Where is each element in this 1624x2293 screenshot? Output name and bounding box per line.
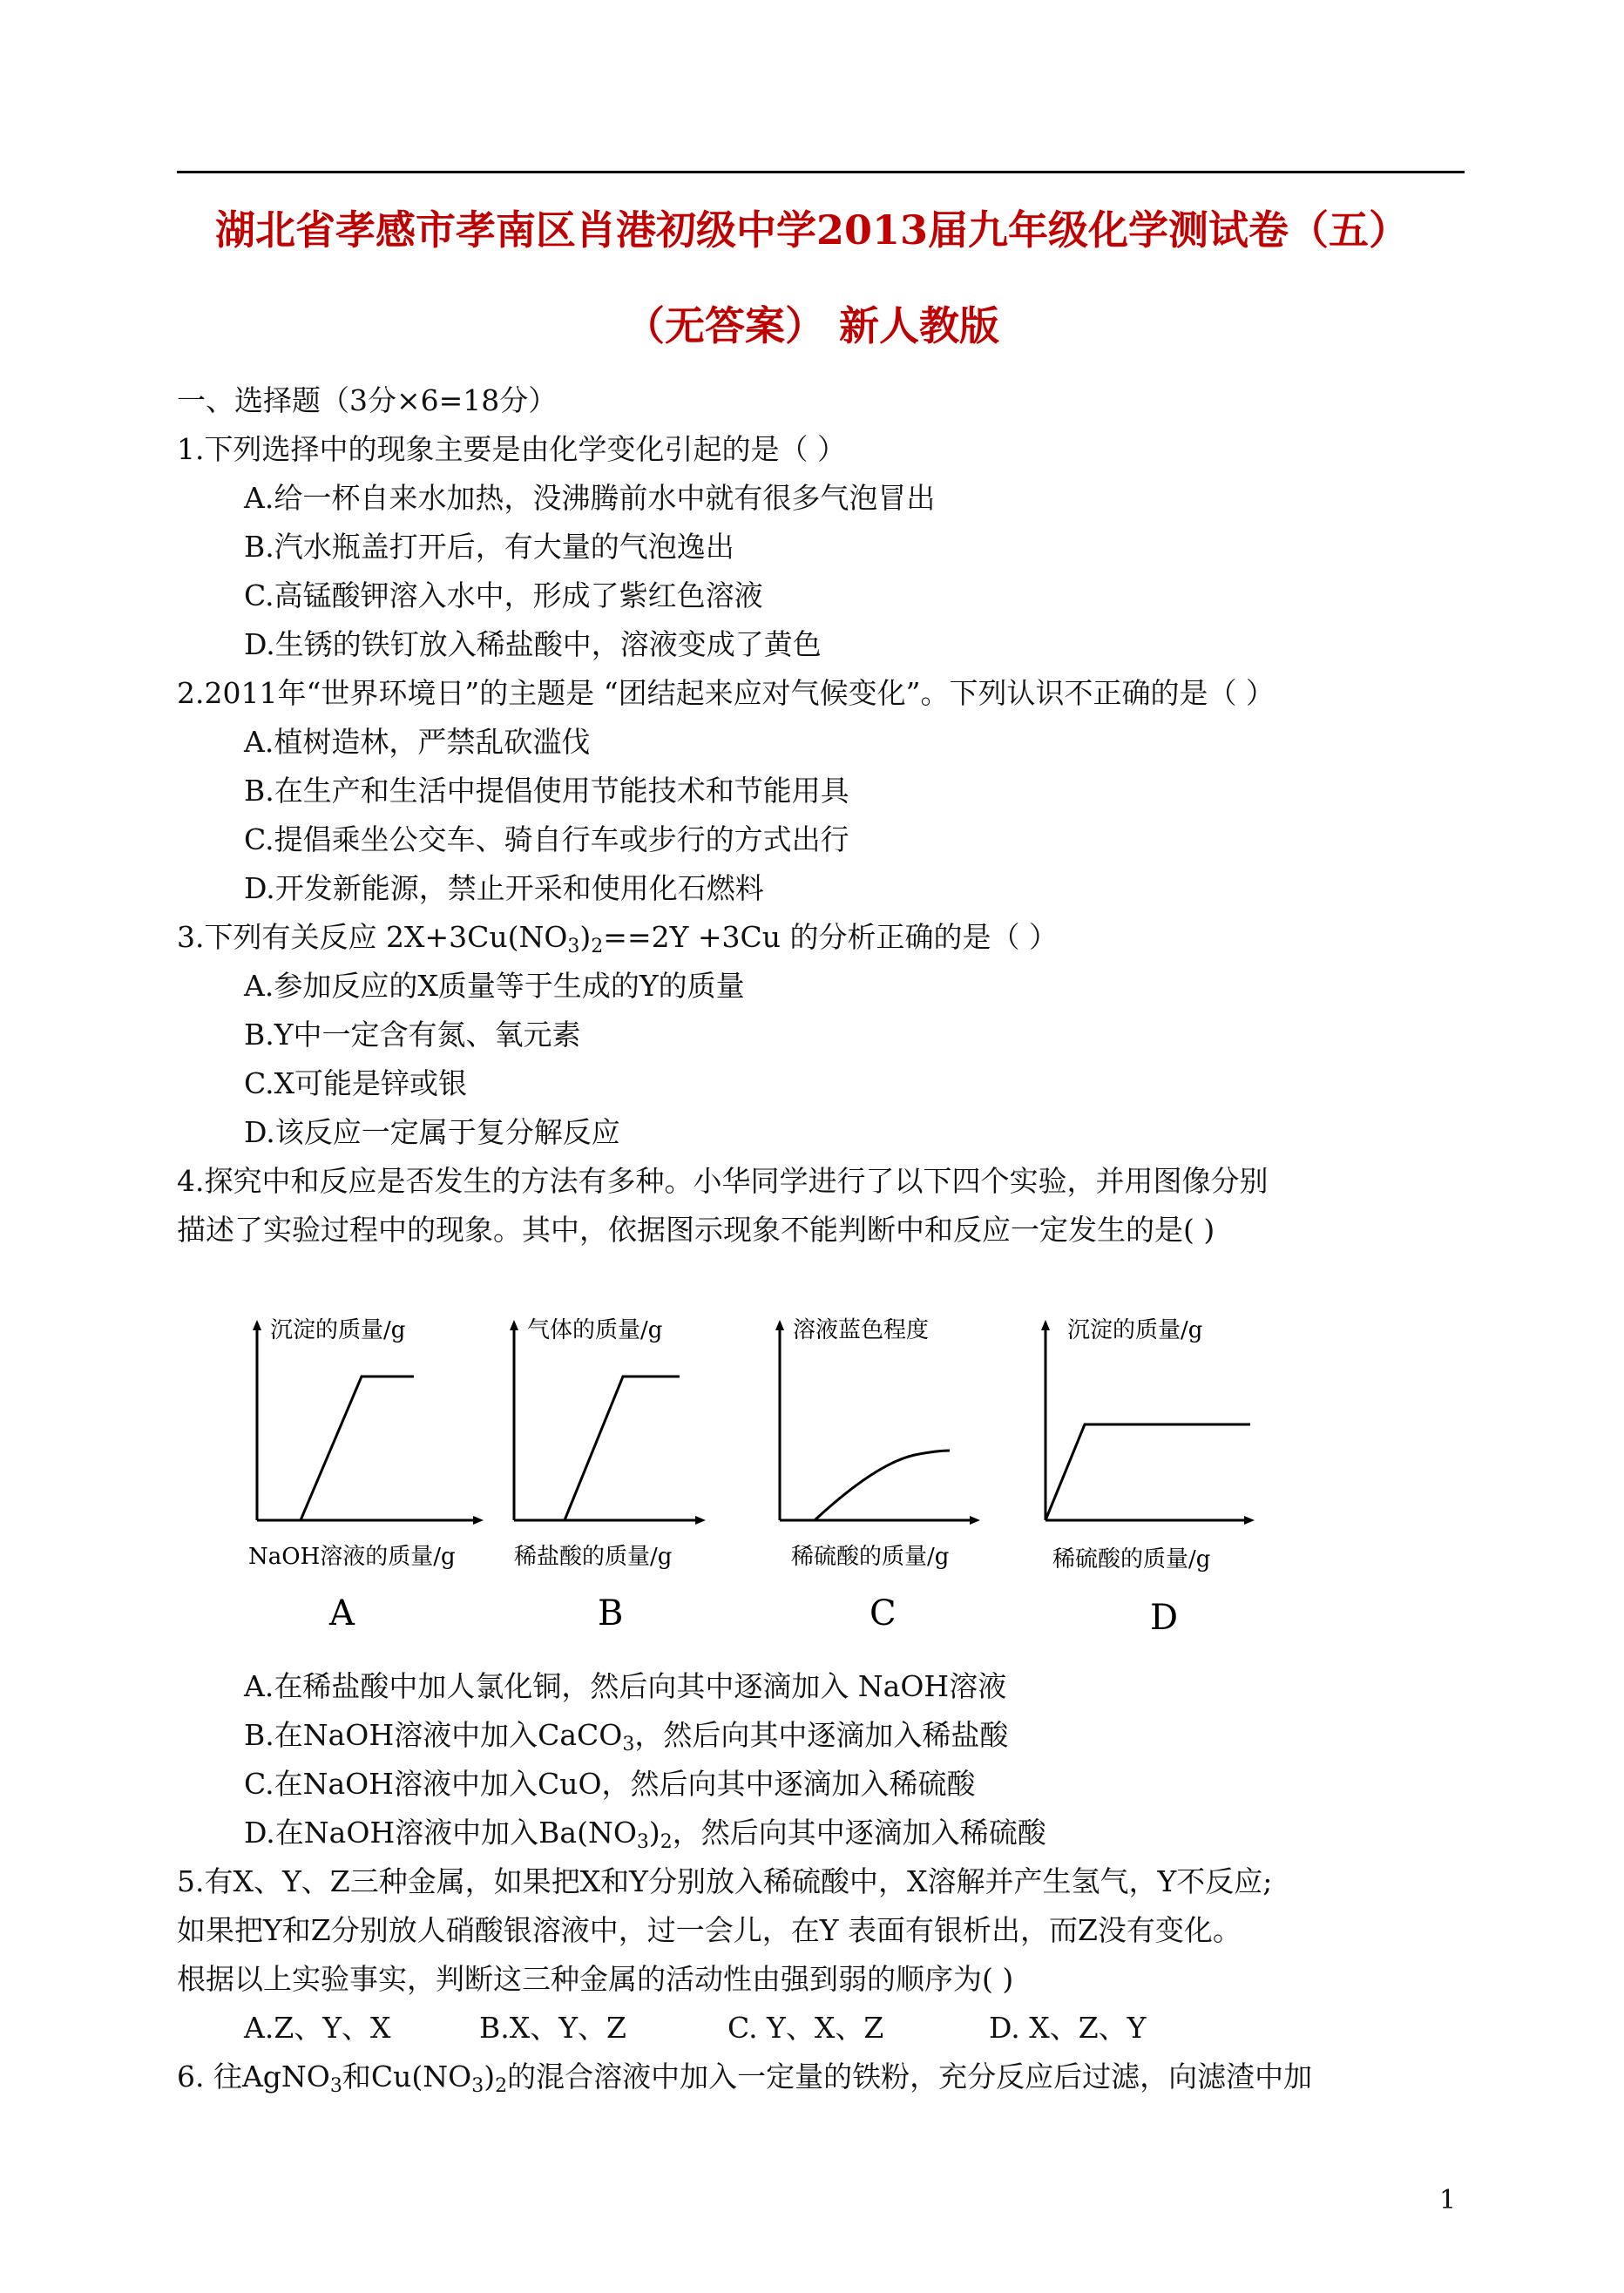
question-4-option-d-sub2: 2 [660,1831,673,1853]
graph-c-y-label: 溶液蓝色程度 [793,1317,930,1343]
question-5-stem-line-2: 如果把Y和Z分别放人硝酸银溶液中，过一会儿，在Y 表面有银析出，而Z没有变化。 [177,1913,1242,1947]
question-3-stem-sub: 3 [567,936,580,957]
question-4-option-d-pre: D.在NaOH溶液中加入Ba(NO [244,1816,637,1850]
question-1-stem: 1.下列选择中的现象主要是由化学变化引起的是（ ） [177,432,846,466]
question-3-option-c: C.X可能是锌或银 [244,1066,468,1100]
graph-b [514,1317,701,1634]
question-5-stem-line-1: 5.有X、Y、Z三种金属，如果把X和Y分别放入稀硫酸中，X溶解并产生氢气，Y不反应; [177,1864,1273,1898]
graph-a-curve [257,1376,414,1520]
question-6-stem-mid: 和Cu(NO [342,2060,472,2093]
page-number: 1 [1439,2185,1457,2215]
graph-b-y-label: 气体的质量/g [527,1317,663,1343]
graph-c-letter: C [870,1593,897,1634]
question-5-option-b: B.X、Y、Z [479,2011,626,2045]
question-3-stem-sub2: 2 [591,936,604,957]
header-rule [177,171,1465,173]
question-3-option-d: D.该反应一定属于复分解反应 [244,1115,620,1149]
question-4-option-d-sub: 3 [636,1831,649,1853]
question-4-option-b-pre: B.在NaOH溶液中加入CaCO [244,1718,623,1752]
question-5-stem-line-3: 根据以上实验事实，判断这三种金属的活动性由强到弱的顺序为( ) [177,1962,1014,1996]
graph-d-letter: D [1150,1598,1179,1638]
question-6-stem-post: 的混合溶液中加入一定量的铁粉，充分反应后过滤，向滤渣中加 [507,2060,1313,2093]
graph-d-x-label: 稀硫酸的质量/g [1052,1546,1211,1573]
question-1-option-b: B.汽水瓶盖打开后，有大量的气泡逸出 [244,530,734,564]
question-6-stem [177,2058,1312,2096]
question-5-option-c: C. Y、X、Z [727,2011,884,2045]
question-3-stem-pre: 3.下列有关反应 2X+3Cu(NO [177,920,568,954]
question-5-option-a: A.Z、Y、X [244,2011,391,2045]
question-2-option-c: C.提倡乘坐公交车、骑自行车或步行的方式出行 [244,822,849,856]
graph-c-curve [780,1451,950,1520]
graph-c [780,1317,976,1634]
document-title-line-2: （无答案） 新人教版 [624,302,999,349]
question-4-graphs [227,1307,1307,1655]
question-5-option-d: D. X、Z、Y [989,2011,1147,2045]
graph-c-x-label: 稀硫酸的质量/g [791,1544,950,1570]
question-1-option-d: D.生锈的铁钉放入稀盐酸中，溶液变成了黄色 [244,627,822,661]
graph-a-x-label: NaOH溶液的质量/g [248,1544,456,1570]
question-2-option-d: D.开发新能源，禁止开采和使用化石燃料 [244,871,764,905]
section-heading: 一、选择题（3分×6=18分） [177,383,558,417]
question-4-option-b-post: ，然后向其中逐滴加入稀盐酸 [634,1718,1009,1752]
graph-a-y-label: 沉淀的质量/g [270,1317,406,1343]
question-3-stem-mid: ) [579,920,592,954]
graph-a [248,1317,479,1634]
question-4-option-b-sub: 3 [622,1734,635,1755]
question-3-option-a: A.参加反应的X质量等于生成的Y的质量 [244,969,745,1003]
question-6-stem-pre: 6. 往AgNO [177,2060,330,2093]
question-4-option-d [244,1814,1046,1852]
question-6-stem-sub: 3 [329,2075,342,2097]
question-4-option-d-mid: ) [648,1816,660,1850]
document-title-line-1: 湖北省孝感市孝南区肖港初级中学2013届九年级化学测试卷（五） [214,206,1410,254]
question-3-stem-post: ==2Y +3Cu 的分析正确的是（ ） [603,920,1058,954]
graph-b-x-label: 稀盐酸的质量/g [514,1544,673,1570]
question-1-option-c: C.高锰酸钾溶入水中，形成了紫红色溶液 [244,578,763,612]
question-4-option-b [244,1716,1008,1755]
graph-d-curve [1045,1424,1250,1520]
question-6-stem-sub2: 3 [471,2075,484,2097]
graph-d [1045,1317,1250,1638]
question-4-option-a: A.在稀盐酸中加人氯化铜，然后向其中逐滴加入 NaOH溶液 [244,1669,1007,1703]
question-2-stem: 2.2011年“世界环境日”的主题是 “团结起来应对气候变化”。下列认识不正确的是（ ） [177,676,1275,710]
question-3-option-b: B.Y中一定含有氮、氧元素 [244,1018,581,1052]
question-6-stem-sub3: 2 [495,2075,508,2097]
graph-b-letter: B [598,1593,624,1634]
question-6-stem-mid2: ) [484,2060,496,2093]
question-2-option-b: B.在生产和生活中提倡使用节能技术和节能用具 [244,774,849,808]
question-4-option-c: C.在NaOH溶液中加入CuO，然后向其中逐滴加入稀硫酸 [244,1767,976,1801]
graph-d-y-label: 沉淀的质量/g [1067,1317,1203,1343]
graph-b-curve [514,1376,680,1520]
graph-a-letter: A [329,1593,355,1634]
question-1-option-a: A.给一杯自来水加热，没沸腾前水中就有很多气泡冒出 [244,481,936,515]
question-5-options [244,2009,1146,2047]
question-4-stem-line-2: 描述了实验过程中的现象。其中，依据图示现象不能判断中和反应一定发生的是( ) [177,1213,1215,1247]
question-4-stem-line-1: 4.探究中和反应是否发生的方法有多种。小华同学进行了以下四个实验，并用图像分别 [177,1164,1269,1198]
question-3-stem [177,918,1058,957]
question-4-option-d-post: ，然后向其中逐滴加入稀硫酸 [672,1816,1046,1850]
question-2-option-a: A.植树造林，严禁乱砍滥伐 [244,725,591,759]
